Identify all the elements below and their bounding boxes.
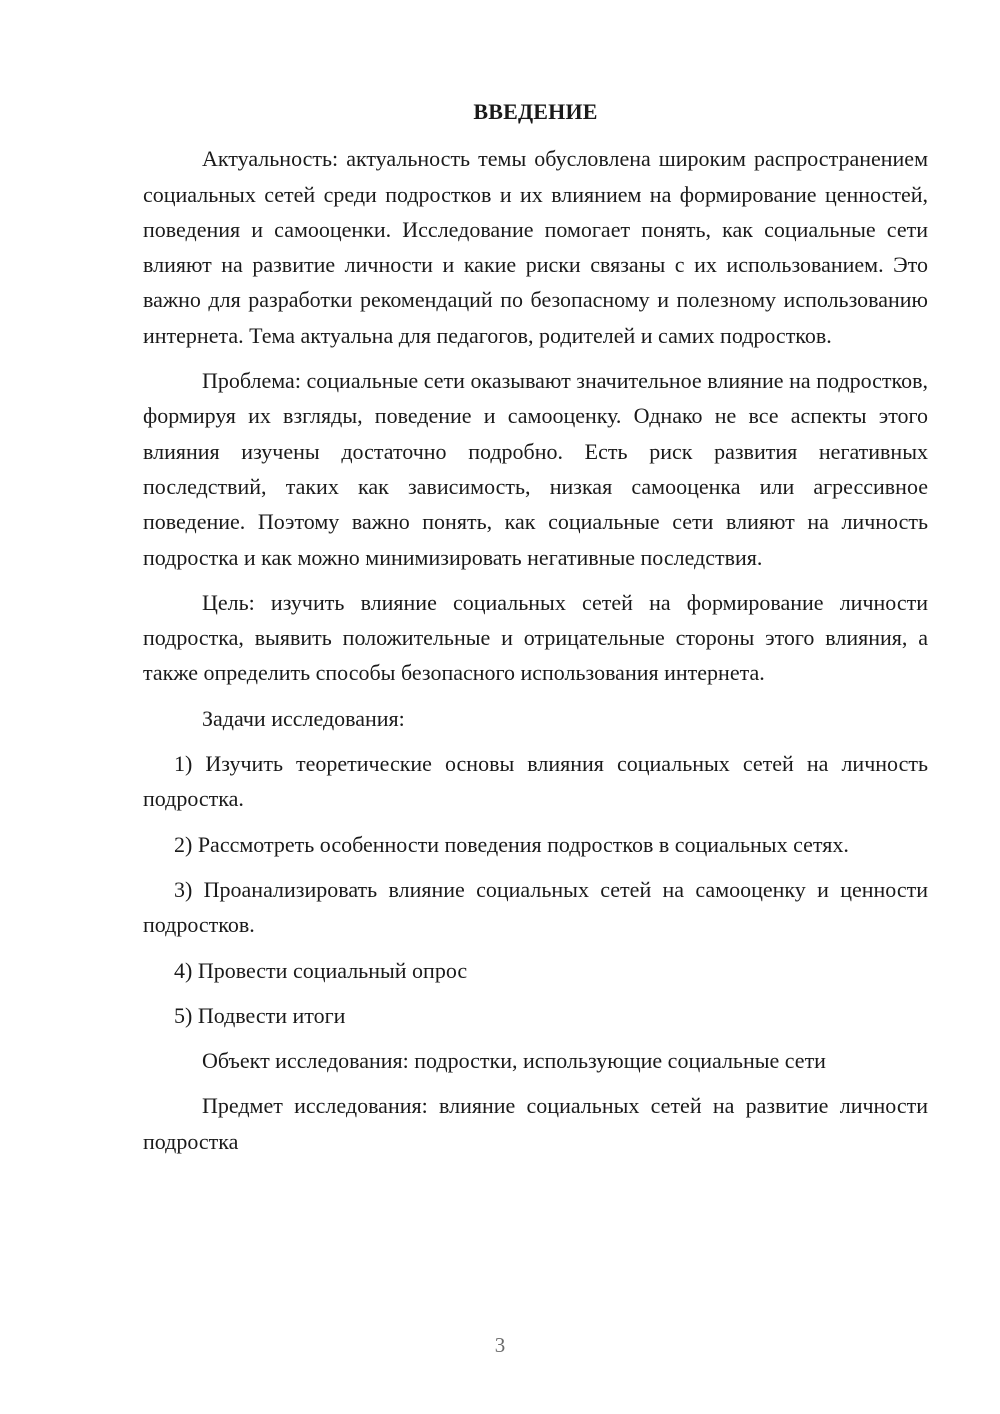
tasks-heading: Задачи исследования: [202, 705, 405, 731]
paragraph-relevance: Актуальность: актуальность темы обусловлена широким распространением социальных сетей среди подростков и их влиянием на формирование ценностей, поведения и самооценки. Исследование помогает понять, как социальные сети влияют на развитие личности и какие риски связаны с их использованием. Это важно для разработки рекомендаций по безопасному и полезному использованию интернета. Тема актуальна для педагогов, родителей и самих подростков. [143, 146, 928, 348]
paragraph-goal: Цель: изучить влияние социальных сетей на формирование личности подростка, выявить положительные и отрицательные стороны этого влияния, а также определить способы безопасного использования интернета. [143, 589, 928, 686]
section-title: ВВЕДЕНИЕ [473, 99, 598, 124]
paragraph-problem: Проблема: социальные сети оказывают значительное влияние на подростков, формируя их взгляды, поведение и самооценку. Однако не все аспекты этого влияния изучены достаточно подробно. Есть риск развития негативных последствий, таких как зависимость, низкая самооценка или агрессивное поведение. Поэтому важно понять, как социальные сети влияют на личность подростка и как можно минимизировать негативные последствия. [143, 368, 928, 570]
paragraph-object: Объект исследования: подростки, использующие социальные сети [202, 1048, 826, 1074]
list-item: 4) Провести социальный опрос [174, 957, 468, 983]
page-number: 3 [494, 1333, 506, 1357]
list-item: 2) Рассмотреть особенности поведения подростков в социальных сетях. [174, 831, 849, 857]
list-item: 3) Проанализировать влияние социальных сетей на самооценку и ценности подростков. [143, 876, 928, 938]
paragraph-subject: Предмет исследования: влияние социальных сетей на развитие личности подростка [143, 1093, 928, 1154]
document-page [143, 94, 928, 1169]
list-item: 5) Подвести итоги [174, 1002, 346, 1028]
tasks-list [143, 746, 928, 1033]
list-item: 1) Изучить теоретические основы влияния социальных сетей на личность подростка. [143, 751, 928, 812]
